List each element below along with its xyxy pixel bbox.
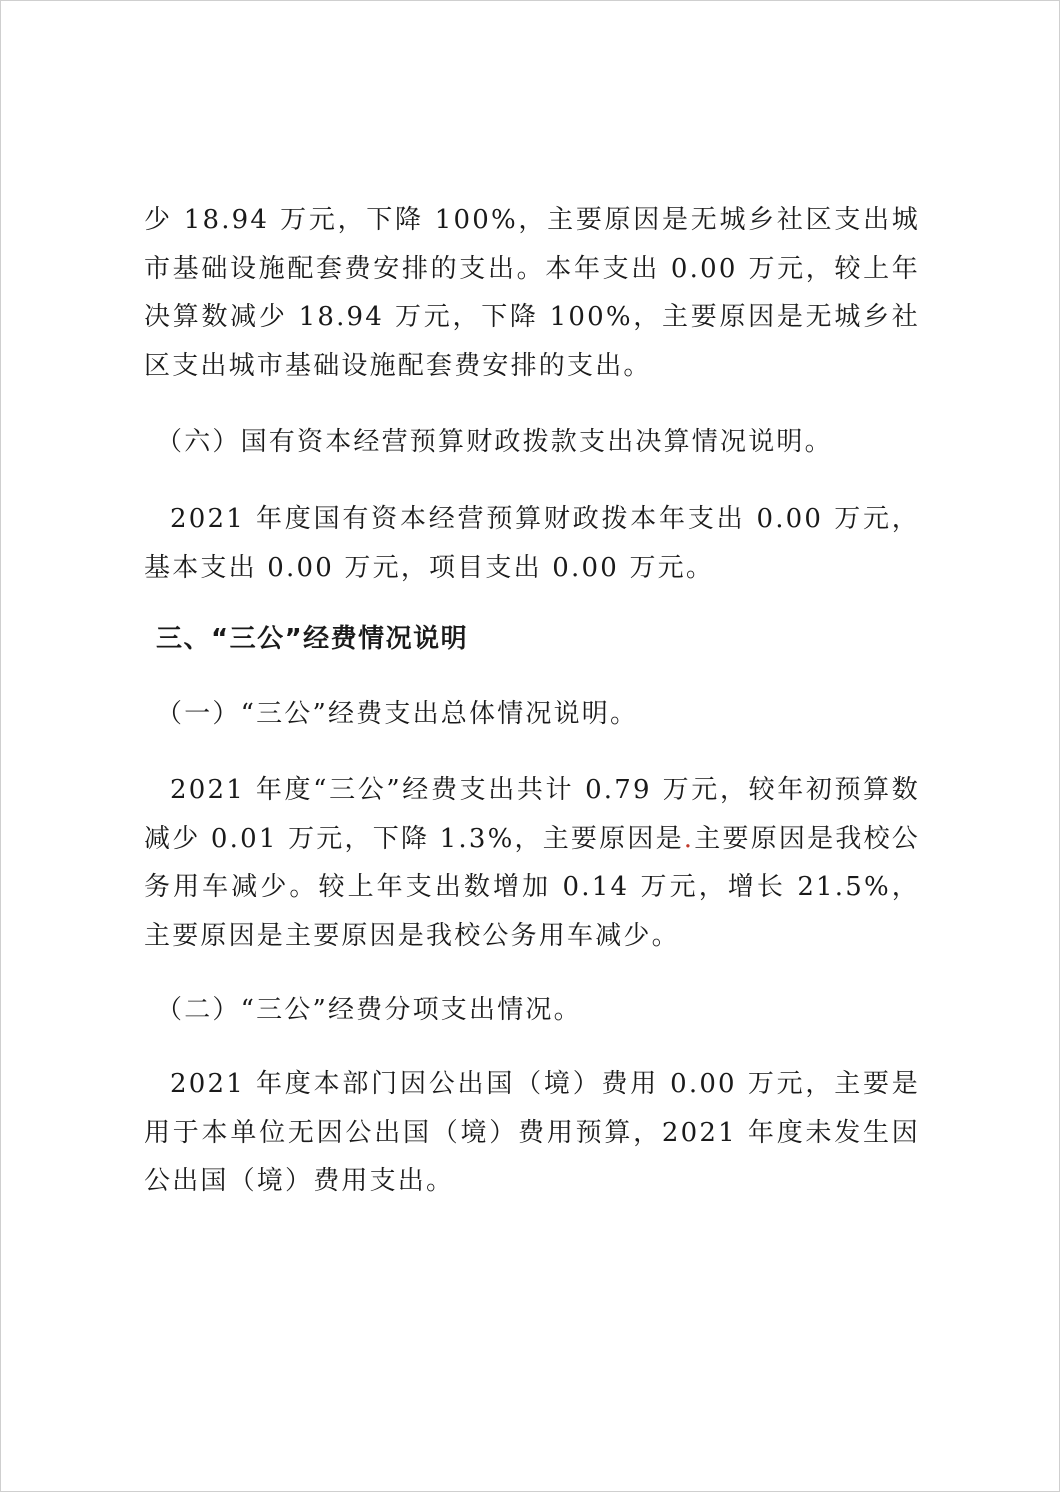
paragraph-urban-rural-expenditure: 少 18.94 万元，下降 100%，主要原因是无城乡社区支出城市基础设施配套费安排的支出。本年支出 0.00 万元，较上年决算数减少 18.94 万元，下降 100%，主要原因是无城乡社区支出城市基础设施配套费安排的支出。 [144, 205, 920, 381]
heading-three-public-expenses: 三、“三公”经费情况说明 [156, 624, 469, 654]
red-dot-mark: . [683, 823, 695, 854]
paragraph-three-public-overall [144, 766, 920, 960]
paragraph-three-public-overall-part2: 主要原因是我校公务用车减少。较上年支出数增加 0.14 万元，增长 21.5%，主要原因是主要原因是我校公务用车减少。 [144, 823, 920, 951]
paragraph-overseas-travel: 2021 年度本部门因公出国（境）费用 0.00 万元，主要是用于本单位无因公出国（境）费用预算，2021 年度未发生因公出国（境）费用支出。 [144, 1069, 920, 1196]
heading-three-public-itemized: （二）“三公”经费分项支出情况。 [156, 995, 582, 1025]
heading-three-public-overall: （一）“三公”经费支出总体情况说明。 [156, 699, 639, 729]
heading-state-capital-budget: （六）国有资本经营预算财政拨款支出决算情况说明。 [156, 427, 833, 457]
paragraph-three-public-overall-part1: 2021 年度“三公”经费支出共计 0.79 万元，较年初预算数减少 0.01 万元，下降 1.3%，主要原因是 [144, 775, 920, 854]
paragraph-state-capital-budget: 2021 年度国有资本经营预算财政拨本年支出 0.00 万元，基本支出 0.00 万元，项目支出 0.00 万元。 [144, 504, 920, 583]
